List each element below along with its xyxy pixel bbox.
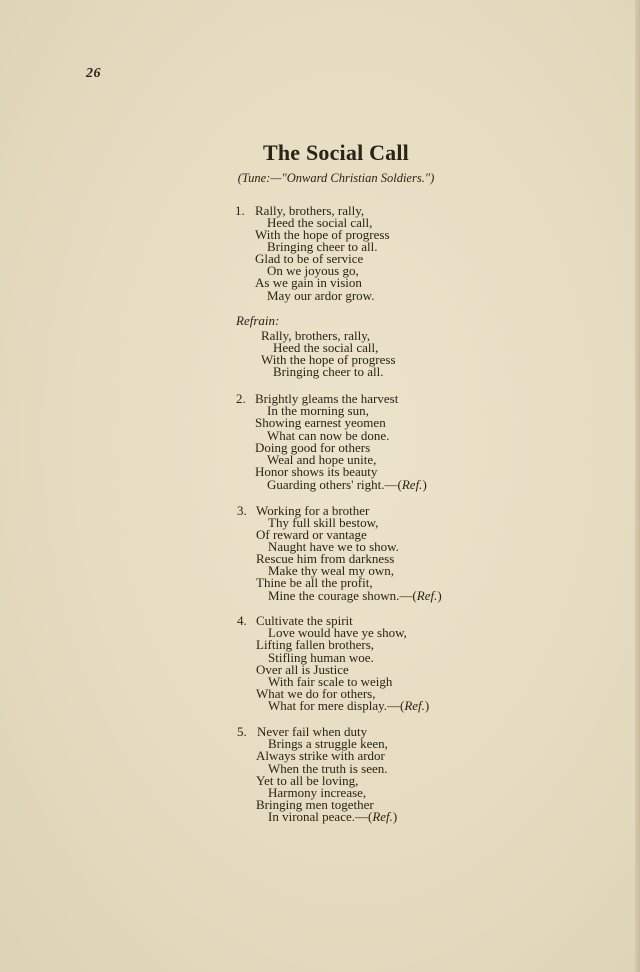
verse-line: Bringing cheer to all. [267,239,378,254]
verse-line: Thy full skill bestow, [268,515,379,530]
page-number: 26 [86,66,101,81]
verse-number: 1. [235,203,245,218]
verse-line: What for mere display.—(Ref.) [268,698,430,713]
verse-line: Showing earnest yeomen [255,415,386,430]
tune-note: (Tune:—"Onward Christian Soldiers.") [237,171,435,185]
verse-line: What we do for others, [256,686,376,701]
ref-mark: Ref. [416,588,438,603]
ref-mark: Ref. [404,698,425,713]
refrain-label: Refrain: [236,313,280,328]
ref-mark: Ref. [372,809,393,824]
verse-line: Bringing men together [256,797,374,812]
refrain-line: Bringing cheer to all. [273,364,384,379]
verse-line: Guarding others' right.—(Ref.) [267,477,427,492]
verse-line: With the hope of progress [255,227,390,242]
refrain-line: Heed the social call, [273,340,379,355]
verse-line: As we gain in vision [255,275,362,290]
verse-line: Love would have ye show, [268,625,407,640]
verse-line: When the truth is seen. [268,761,388,776]
verse-line: May our ardor grow. [267,288,375,303]
song-title: The Social Call [262,140,409,165]
verse-line: On we joyous go, [267,263,359,278]
verse-line: Always strike with ardor [256,748,385,763]
verse-line: Cultivate the spirit [256,613,353,628]
verse-line: Mine the courage shown.—(Ref.) [268,588,442,603]
ref-mark: Ref. [401,477,423,492]
verse-line: Thine be all the profit, [256,575,373,590]
verse-line: Brightly gleams the harvest [255,391,399,406]
verse-line: Stifling human woe. [268,650,374,665]
verse-line: Heed the social call, [267,215,373,230]
verse-line: Working for a brother [256,503,370,518]
verse-line: Weal and hope unite, [267,452,377,467]
verse-line: Rescue him from darkness [256,551,395,566]
verse-number: 5. [237,724,247,739]
verse-line: Brings a struggle keen, [268,736,388,751]
verse-line: With fair scale to weigh [268,674,393,689]
verse-line: Over all is Justice [256,662,349,677]
verse-line: Make thy weal my own, [268,563,395,578]
verse-line: Honor shows its beauty [255,464,378,479]
verse-line: Glad to be of service [255,251,364,266]
verse-line: In vironal peace.—(Ref.) [268,809,398,824]
verse-line: Rally, brothers, rally, [255,203,365,218]
verse-line: Doing good for others [255,440,371,455]
verse-line: What can now be done. [267,428,390,443]
verse-line: Naught have we to show. [268,539,399,554]
refrain-line: With the hope of progress [261,352,396,367]
verse-number: 3. [237,503,247,518]
verse-number: 4. [237,613,247,628]
verse-line: Harmony increase, [268,785,367,800]
verse-number: 2. [236,391,246,406]
verse-line: Never fail when duty [257,724,368,739]
verse-line: Of reward or vantage [256,527,367,542]
verse-line: Lifting fallen brothers, [256,637,375,652]
verse-line: In the morning sun, [267,403,369,418]
verse-line: Yet to all be loving, [256,773,359,788]
refrain-line: Rally, brothers, rally, [261,328,371,343]
